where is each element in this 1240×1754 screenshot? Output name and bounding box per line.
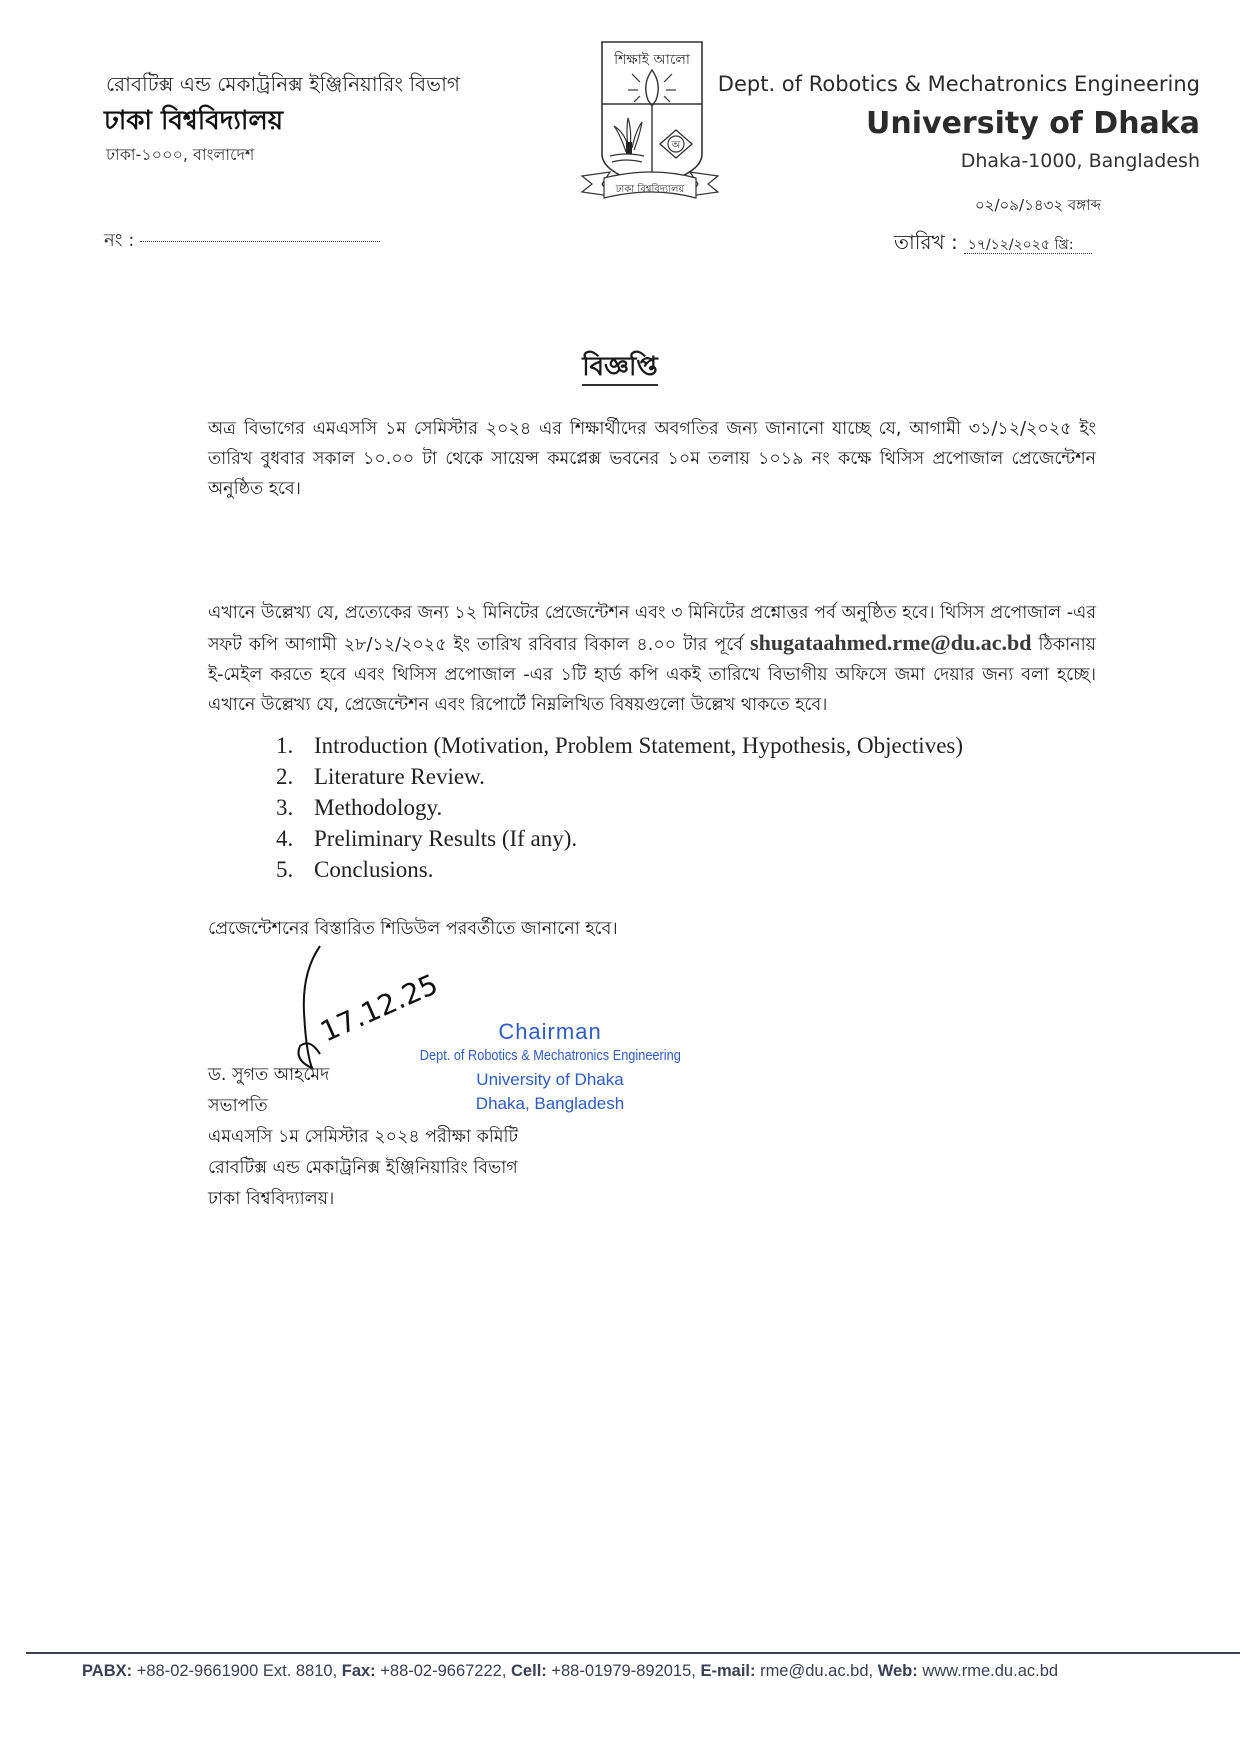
university-crest-logo <box>580 34 720 204</box>
signer-name: ড. সুগত আহমেদ <box>208 1065 330 1085</box>
notice-paragraph-3: প্রেজেন্টেশনের বিস্তারিত শিডিউল পরবর্তীতে জানানো হবে। <box>208 919 618 939</box>
footer-divider <box>26 1652 1240 1654</box>
date-label: তারিখ : <box>894 230 958 254</box>
list-item: 5. Conclusions. <box>276 857 434 882</box>
signer-committee: এমএসসি ১ম সেমিস্টার ২০২৪ পরীক্ষা কমিটি <box>208 1127 519 1147</box>
submission-email: shugataahmed.rme@du.ac.bd <box>750 630 1032 655</box>
stamp-title: Chairman <box>498 1019 602 1044</box>
address-bn: ঢাকা-১০০০, বাংলাদেশ <box>106 145 255 164</box>
logo-eye-letter: অ <box>671 140 681 151</box>
cell-number: +88-01979-892015, <box>546 1662 701 1680</box>
ref-no-label: নং : <box>104 230 135 251</box>
signer-department: রোবটিক্স এন্ড মেকাট্রনিক্স ইঞ্জিনিয়ারিং বিভাগ <box>208 1158 518 1178</box>
list-item: 1. Introduction (Motivation, Problem Statement, Hypothesis, Objectives) <box>276 733 964 758</box>
stamp-location: Dhaka, Bangladesh <box>475 1094 625 1113</box>
list-item: 2. Literature Review. <box>276 764 485 789</box>
address-en: Dhaka-1000, Bangladesh <box>960 150 1200 172</box>
notice-paragraph-1: অত্র বিভাগের এমএসসি ১ম সেমিস্টার ২০২৪ এর শিক্ষার্থীদের অবগতির জন্য জানানো যাচ্ছে যে, আগামী ৩১/১২/২০২৫ ইং তারিখ বুধবার সকাল ১০.০০ টা থেকে সায়েন্স কমপ্লেক্স ভবনের ১০ম তলায় ১০১৯ নং কক্ষে থিসিস প্রপোজাল প্রেজেন্টেশন অনুষ্ঠিত হবে। <box>208 419 1096 499</box>
fax-number: +88-02-9667222, <box>375 1662 512 1680</box>
logo-motto: শিক্ষাই আলো <box>614 52 690 68</box>
list-item: 4. Preliminary Results (If any). <box>276 826 578 851</box>
signer-title: সভাপতি <box>208 1096 268 1116</box>
notice-title: বিজ্ঞপ্তি <box>0 346 1240 390</box>
list-item: 3. Methodology. <box>276 795 443 820</box>
pabx-number: +88-02-9661900 Ext. 8810, <box>132 1662 342 1680</box>
signer-block <box>208 1060 518 1215</box>
date-value: ১৭/১২/২০২৫ খ্রি: <box>964 237 1092 254</box>
university-name-en: University of Dhaka <box>866 106 1200 141</box>
contact-footer: PABX: +88-02-9661900 Ext. 8810, Fax: +88-02-9667222, Cell: +88-01979-892015, E-mail: rme@du.ac.bd, Web: www.rme.du.ac.bd <box>82 1662 1059 1680</box>
paragraph-2-part-1: এখানে উল্লেখ্য যে, প্রত্যেকের জন্য ১২ মিনিটের প্রেজেন্টেশন এবং ৩ মিনিটের প্রশ্নোত্তর পর্ব অনুষ্ঠিত হবে। থিসিস প্রপোজাল -এর সফট কপি আগামী ২৮/১২/২০২৫ ইং তারিখ রবিবার বিকাল ৪.০০ টার পূর্বে <box>208 603 1096 655</box>
signer-university: ঢাকা বিশ্ববিদ্যালয়। <box>208 1189 335 1209</box>
ref-no-blank <box>140 240 380 242</box>
handwritten-date: 17.12.25 <box>315 967 443 1049</box>
bangla-calendar-date: ০২/০৯/১৪৩২ বঙ্গাব্দ <box>975 196 1102 214</box>
footer-email: rme@du.ac.bd, <box>755 1662 878 1680</box>
crest-icon <box>580 34 720 204</box>
reference-number <box>104 226 380 257</box>
department-name-bn: রোবটিক্স এন্ড মেকাট্রনিক্স ইঞ্জিনিয়ারিং বিভাগ <box>106 72 460 96</box>
university-name-bn: ঢাকা বিশ্ববিদ্যালয় <box>104 106 284 136</box>
required-sections-list <box>276 730 963 885</box>
department-name-en: Dept. of Robotics & Mechatronics Engineering <box>717 72 1200 96</box>
stamp-department: Dept. of Robotics & Mechatronics Engineering <box>419 1048 681 1064</box>
issue-date <box>894 228 1092 261</box>
logo-ribbon-text: ঢাকা বিশ্ববিদ্যালয় <box>615 184 685 195</box>
paragraph-2-part-2: ঠিকানায় ই-মেইল করতে হবে এবং থিসিস প্রপোজাল -এর ১টি হার্ড কপি একই তারিখে বিভাগীয় অফিসে জমা দেয়ার জন্য বলা হচ্ছে। এখানে উল্লেখ্য যে, প্রেজেন্টেশন এবং রিপোর্টে নিম্নলিখিত বিষয়গুলো উল্লেখ থাকতে হবে। <box>208 635 1096 715</box>
stamp-university: University of Dhaka <box>476 1070 624 1089</box>
notice-paragraph-2 <box>208 598 1096 720</box>
footer-website: www.rme.du.ac.bd <box>917 1662 1059 1680</box>
